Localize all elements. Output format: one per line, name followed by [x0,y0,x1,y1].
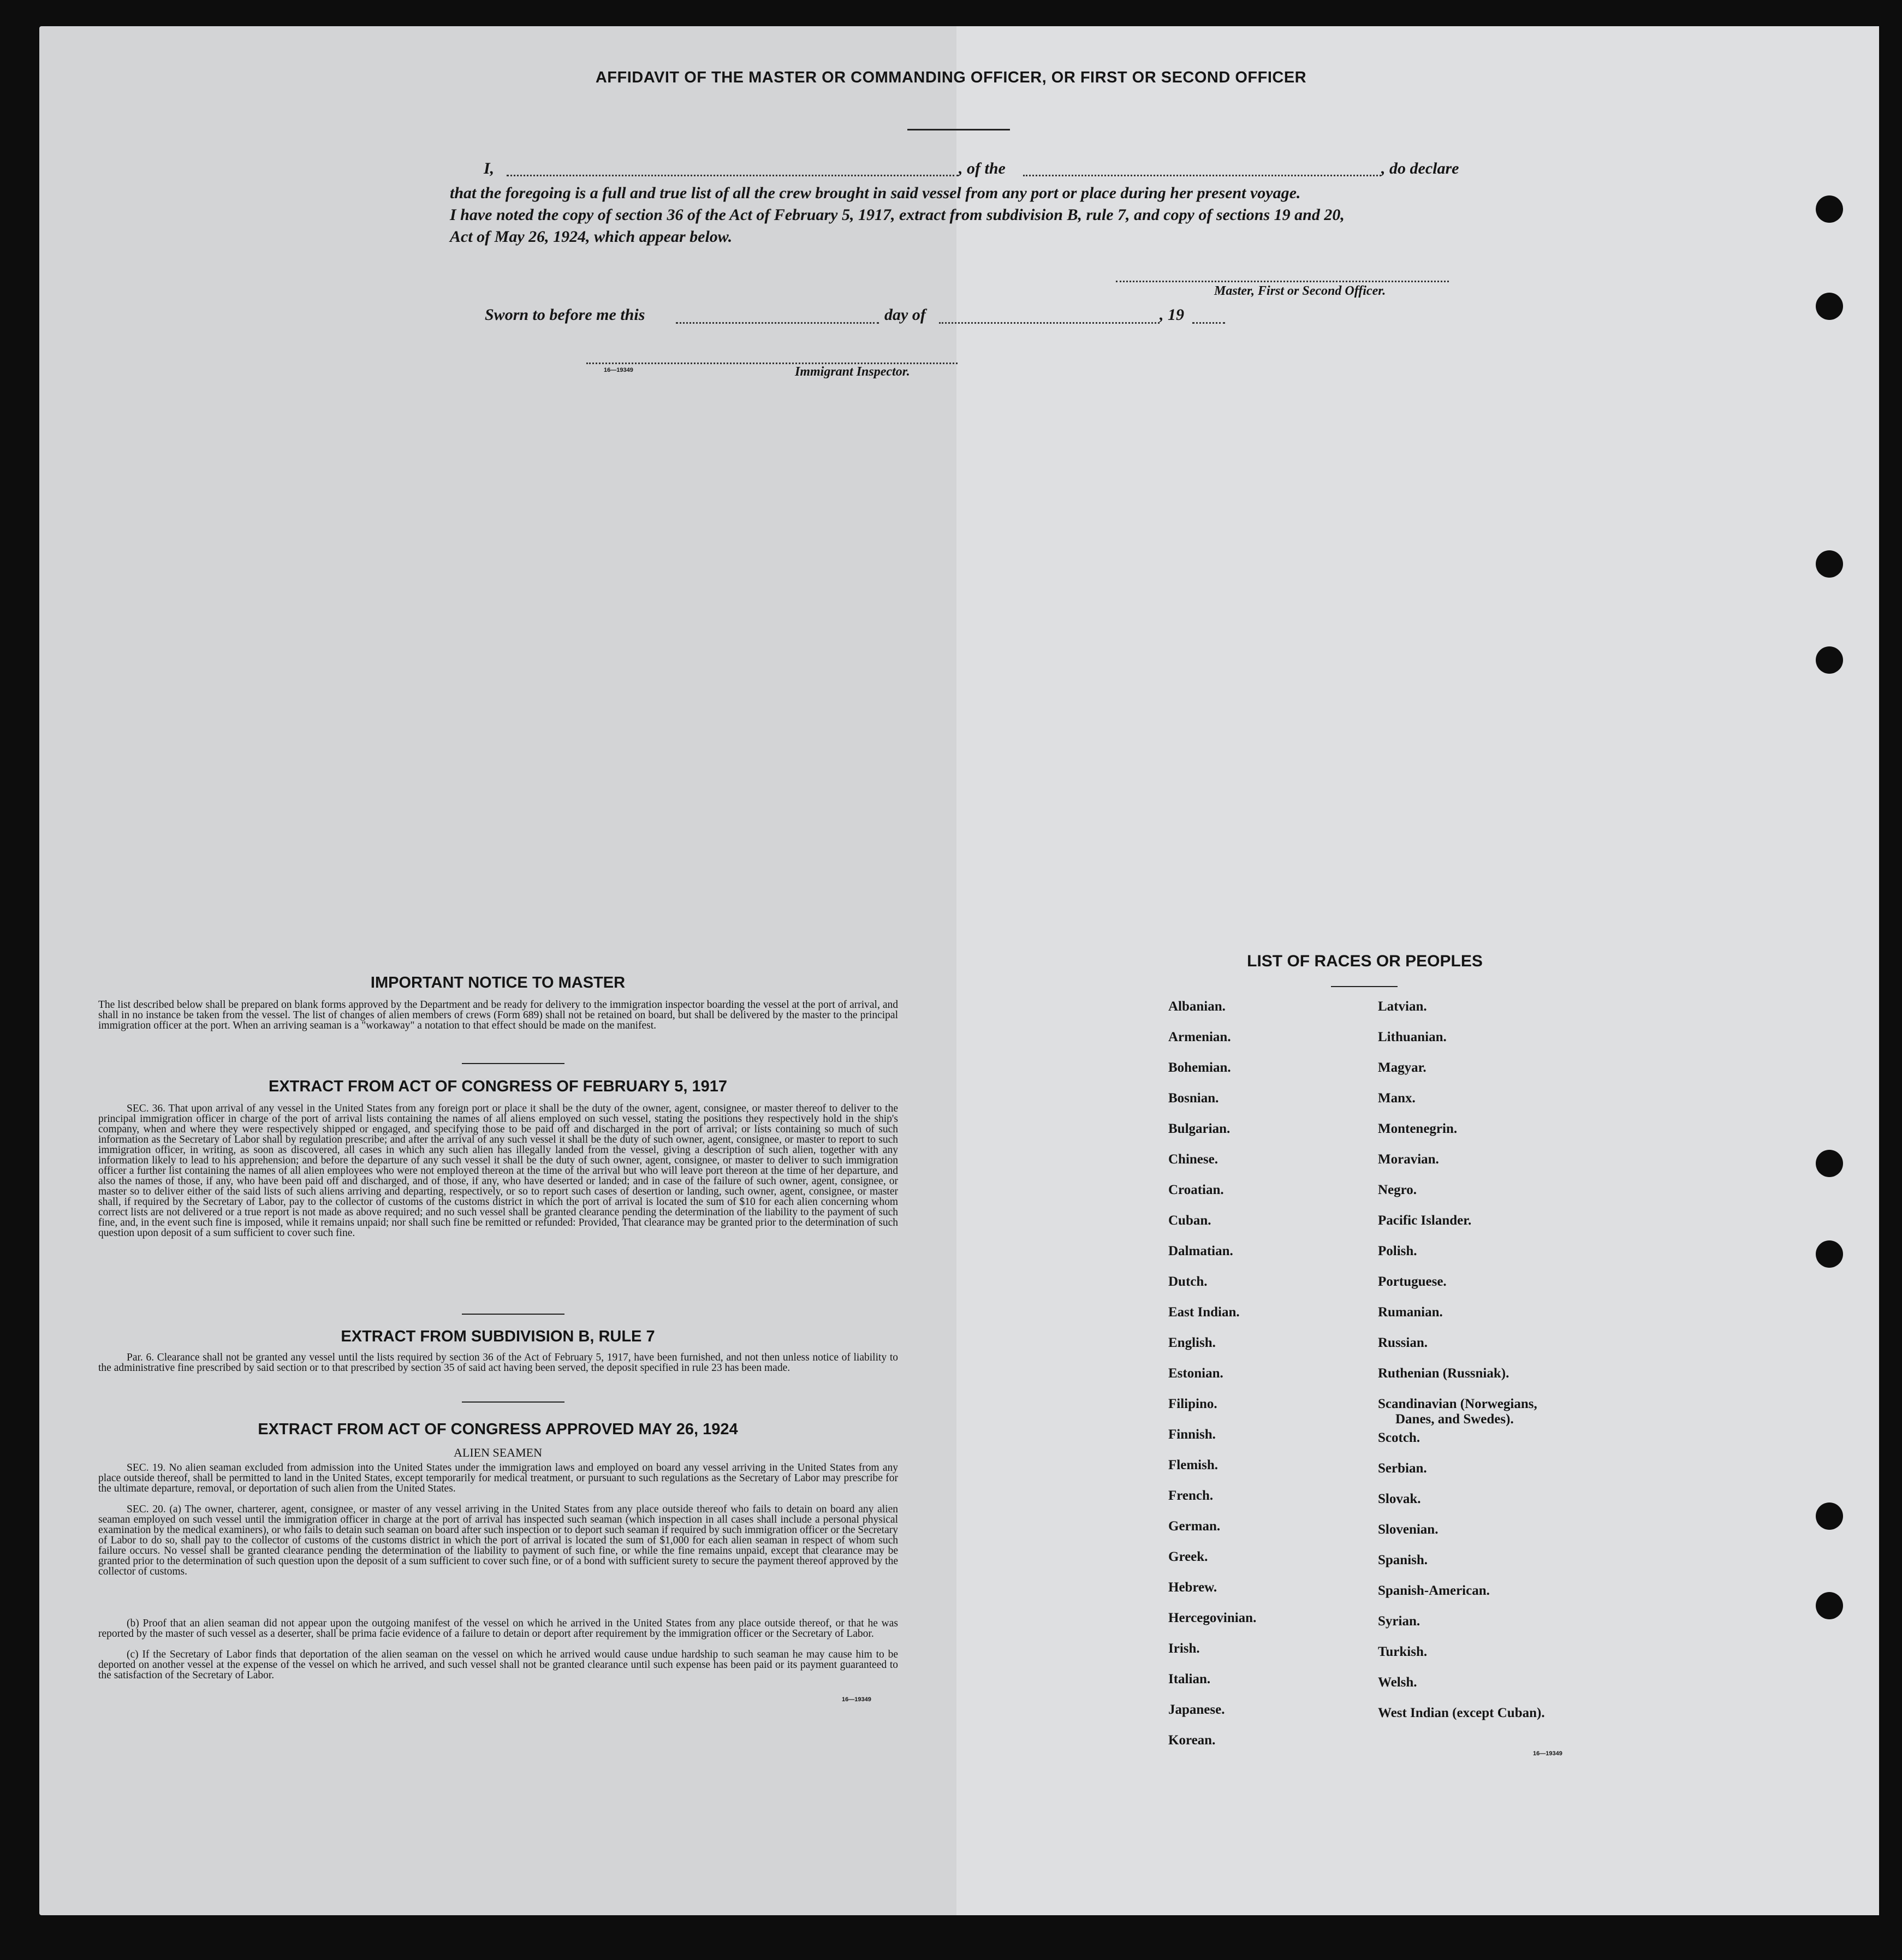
sheet-right-half [956,26,1879,1915]
sworn-label: Sworn to before me this [485,306,645,324]
race-item: Spanish. [1378,1553,1428,1567]
race-item: Manx. [1378,1091,1416,1106]
race-item: Danes, and Swedes). [1395,1412,1514,1427]
affidavit-of-the-label: , of the [959,159,1006,177]
race-item: Negro. [1378,1183,1417,1197]
race-item: East Indian. [1168,1305,1240,1320]
inspector-line [586,363,958,364]
punch-hole [1816,293,1843,320]
race-item: Rumanian. [1378,1305,1443,1320]
notice-title: IMPORTANT NOTICE TO MASTER [370,974,626,991]
race-item: Latvian. [1378,999,1427,1014]
year-label: , 19 [1160,306,1184,324]
race-item: Korean. [1168,1733,1216,1748]
punch-hole [1816,1240,1843,1268]
races-divider [1331,986,1398,987]
extract-1917-text: SEC. 36. That upon arrival of any vessel in the United States from any foreign port or place it shall be the duty of the owner, agent, consignee, or master thereof to deliver to the principal immigration officer in charge of the port of arrival lists containing the names of all aliens employed on such vessel, stating the positions they respectively hold in the ship's company, when and where they were respectively shipped or engaged, and specifying those to be paid off and discharged in the port of arrival; or lists containing so much of such information as the Secretary of Labor shall by regulation prescribe; and after the arrival of any such vessel it shall be the duty of such owner, agent, consignee, or master to report to such immigration officer, in writing, as soon as discovered, all cases in which any such alien has illegally landed from the vessel, giving a description of such alien, together with any information likely to lead to his apprehension; and before the departure of any such vessel it shall be the duty of such owner, agent, consignee, or master to deliver to such immigration officer a further list containing the names of all alien employees who were not employed thereon at the time of the arrival but who will leave port thereon at the time of her departure, and also the names of those, if any, who have been paid off and discharged, and of those, if any, who have deserted or landed; and in case of the failure of such owner, agent, consignee, or master so to deliver either of the said lists of such aliens arriving and departing, respectively, or so to report such cases of desertion or landing, such owner, agent, consignee, or master shall, if required by the Secretary of Labor, pay to the collector of customs of the customs district in which the port of arrival is located the sum of $10 for each alien concerning whom correct lists are not delivered or a true report is not made as above required; and no such vessel shall be granted clearance pending the determination of the liability to the payment of such fine, and, in the event such fine is imposed, while it remains unpaid; nor shall such fine be remitted or refunded: Provided, That clearance may be granted prior to the determination of such question upon deposit of a sum sufficient to cover such fine. [98,1103,898,1239]
race-item: Dutch. [1168,1274,1208,1289]
affidavit-i-label: I, [484,159,495,177]
race-item: Moravian. [1378,1152,1439,1167]
race-item: Russian. [1378,1335,1428,1350]
race-item: Japanese. [1168,1702,1225,1717]
race-item: Chinese. [1168,1152,1218,1167]
affidavit-body-1: that the foregoing is a full and true list of all the crew brought in said vessel from any port or place during her present voyage. [450,184,1301,202]
affidavit-body-3: Act of May 26, 1924, which appear below. [450,228,733,246]
race-item: English. [1168,1335,1216,1350]
day-of-label: day of [884,306,926,324]
race-item: Flemish. [1168,1458,1218,1472]
inspector-label: Immigrant Inspector. [795,365,910,379]
race-item: Slovenian. [1378,1522,1439,1537]
punch-hole [1816,1150,1843,1177]
race-item: Irish. [1168,1641,1200,1656]
race-item: Greek. [1168,1549,1208,1564]
form-number-left: 16—19349 [842,1696,871,1703]
race-item: Slovak. [1378,1492,1421,1506]
punch-hole [1816,1502,1843,1530]
name-field-line [507,175,959,176]
race-item: Polish. [1378,1244,1417,1258]
race-item: Scandinavian (Norwegians, [1378,1397,1537,1411]
section-divider [462,1314,564,1315]
notice-text: The list described below shall be prepared on blank forms approved by the Department and be ready for delivery to the immigration inspector boarding the vessel at the port of arrival, and shall in no instance be taken from the vessel. The list of changes of alien members of crews (Form 689) shall not be retained on board, but shall be delivered by the master to the principal immigration officer at the port. When an arriving seaman is a "workaway" a notation to that effect should be made on the manifest. [98,999,898,1031]
race-item: Estonian. [1168,1366,1223,1381]
form-number: 16—19349 [604,367,633,373]
section-divider [462,1401,564,1403]
rule7-title: EXTRACT FROM SUBDIVISION B, RULE 7 [341,1328,655,1345]
sec20a-text: SEC. 20. (a) The owner, charterer, agent, consignee, or master of any vessel arriving in the United States from any place outside thereof who fails to detain on board any alien seaman employed on such vessel until the immigration officer in charge at the port of arrival has inspected such seaman (which inspection in all cases shall include a personal physical examination by the medical examiners), or who fails to detain such seaman on board after such inspection or to deport such seaman if required by such immigration officer or the Secretary of Labor to do so, shall pay to the collector of customs of the customs district in which the port of arrival is located the sum of $1,000 for each alien seaman in respect of whom such failure occurs. No vessel shall be granted clearance pending the determination of the liability to payment of such fine, or while the fine remains unpaid, except that clearance may be granted prior to the determination of such question upon the deposit of a sum sufficient to cover such fine, or of a bond with sufficient surety to secure the payment thereof approved by the collector of customs. [98,1504,898,1577]
race-item: Turkish. [1378,1644,1428,1659]
signature-label: Master, First or Second Officer. [1214,284,1386,298]
extract-1917-title: EXTRACT FROM ACT OF CONGRESS OF FEBRUARY 5, 1917 [268,1078,728,1095]
race-item: Lithuanian. [1378,1030,1447,1044]
affidavit-title: AFFIDAVIT OF THE MASTER OR COMMANDING OFFICER, OR FIRST OR SECOND OFFICER [595,69,1307,86]
race-item: Portuguese. [1378,1274,1447,1289]
sworn-month-line [939,322,1160,324]
title-divider [907,129,1010,130]
race-item: Magyar. [1378,1060,1426,1075]
race-item: French. [1168,1488,1214,1503]
race-item: Syrian. [1378,1614,1420,1629]
race-item: Filipino. [1168,1397,1217,1411]
race-item: Armenian. [1168,1030,1231,1044]
extract-1924-subtitle: ALIEN SEAMEN [454,1446,542,1459]
race-item: Bohemian. [1168,1060,1231,1075]
section-divider [462,1063,564,1064]
race-item: Serbian. [1378,1461,1427,1476]
vessel-field-line [1023,175,1381,176]
race-item: Bosnian. [1168,1091,1219,1106]
race-item: Bulgarian. [1168,1121,1231,1136]
race-item: West Indian (except Cuban). [1378,1706,1545,1720]
year-line [1192,322,1225,324]
race-item: Italian. [1168,1672,1211,1686]
race-item: Hebrew. [1168,1580,1217,1595]
race-item: Pacific Islander. [1378,1213,1472,1228]
sec19-text: SEC. 19. No alien seaman excluded from admission into the United States under the immigration laws and employed on board any vessel arriving in the United States from any place outside thereof, shall be permitted to land in the United States, except temporarily for medical treatment, or pursuant to such regulations as the Secretary of Labor may prescribe for the ultimate departure, removal, or deportation of such alien from the United States. [98,1462,898,1494]
extract-1924-title: EXTRACT FROM ACT OF CONGRESS APPROVED MAY 26, 1924 [258,1421,738,1438]
race-item: Cuban. [1168,1213,1211,1228]
rule7-text: Par. 6. Clearance shall not be granted any vessel until the lists required by section 36 of the Act of February 5, 1917, have been furnished, and not then unless notice of liability to the administrative fine prescribed by said section or to that prescribed by section 35 of said act having been served, the deposit specified in rule 23 has been made. [98,1352,898,1374]
race-item: Finnish. [1168,1427,1216,1442]
sworn-day-line [676,322,879,324]
race-item: Croatian. [1168,1183,1224,1197]
punch-hole [1816,1592,1843,1619]
sec20b-text: (b) Proof that an alien seaman did not appear upon the outgoing manifest of the vessel on which he arrived in the United States from any place outside thereof, or that he was reported by the master of such vessel as a deserter, shall be prima facie evidence of a failure to detain or deport after requirement by the immigration officer or the Secretary of Labor. [98,1618,898,1640]
race-item: German. [1168,1519,1221,1534]
race-item: Spanish-American. [1378,1583,1490,1598]
race-item: Ruthenian (Russniak). [1378,1366,1509,1381]
races-title: LIST OF RACES OR PEOPLES [1247,952,1483,970]
punch-hole [1816,646,1843,674]
race-item: Montenegrin. [1378,1121,1458,1136]
affidavit-body-2: I have noted the copy of section 36 of the Act of February 5, 1917, extract from subdivision B, rule 7, and copy of sections 19 and 20, [450,206,1345,224]
race-item: Scotch. [1378,1430,1420,1445]
affidavit-declare-label: , do declare [1381,159,1459,177]
race-item: Welsh. [1378,1675,1417,1690]
form-number-right: 16—19349 [1533,1750,1562,1757]
race-item: Hercegovinian. [1168,1611,1257,1625]
signature-line [1116,281,1449,282]
punch-hole [1816,550,1843,578]
punch-hole [1816,195,1843,223]
race-item: Albanian. [1168,999,1226,1014]
race-item: Dalmatian. [1168,1244,1233,1258]
sec20c-text: (c) If the Secretary of Labor finds that deportation of the alien seaman on the vessel on which he arrived would cause undue hardship to such seaman he may cause him to be deported on another vessel at the expense of the vessel on which he arrived, and such vessel shall not be granted clearance until such expense has been paid or its payment guaranteed to the satisfaction of the Secretary of Labor. [98,1649,898,1681]
